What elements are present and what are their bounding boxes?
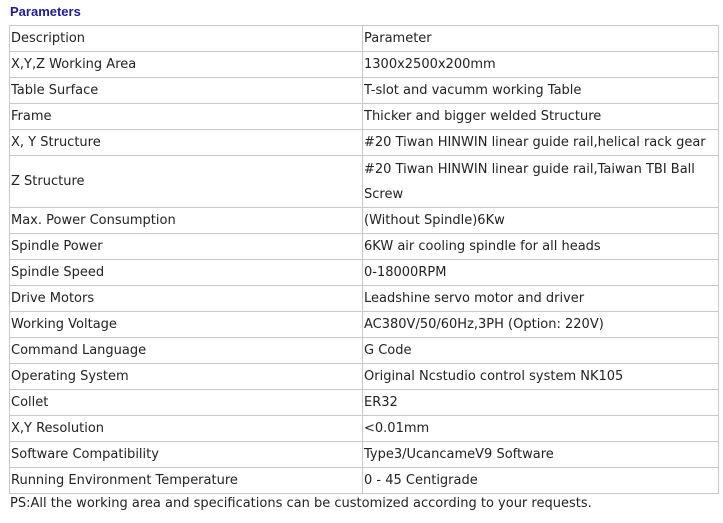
row-parameter-cell: 6KW air cooling spindle for all heads: [363, 234, 719, 260]
row-parameter-cell: Thicker and bigger welded Structure: [363, 104, 719, 130]
row-parameter-cell: AC380V/50/60Hz,3PH (Option: 220V): [363, 312, 719, 338]
row-description-cell: Table Surface: [10, 78, 363, 104]
row-description-cell: X,Y,Z Working Area: [10, 52, 363, 78]
table-row: [10, 234, 719, 260]
row-parameter-cell: T-slot and vacumm working Table: [363, 78, 719, 104]
table-row: [10, 364, 719, 390]
row-parameter-cell: 0 - 45 Centigrade: [363, 468, 719, 494]
row-parameter-cell: 0-18000RPM: [363, 260, 719, 286]
table-row: [10, 156, 719, 208]
row-description-cell: Z Structure: [10, 156, 363, 208]
row-parameter-cell: #20 Tiwan HINWIN linear guide rail,helical rack gear: [363, 130, 719, 156]
row-description-cell: Max. Power Consumption: [10, 208, 363, 234]
row-description-cell: Working Voltage: [10, 312, 363, 338]
table-row: [10, 208, 719, 234]
row-parameter-cell: #20 Tiwan HINWIN linear guide rail,Taiwan TBI Ball Screw: [363, 156, 719, 208]
header-description-cell: Description: [10, 26, 363, 52]
table-row: [10, 52, 719, 78]
section-heading: Parameters: [10, 4, 81, 19]
row-parameter-cell: <0.01mm: [363, 416, 719, 442]
row-parameter-cell: Type3/UcancameV9 Software: [363, 442, 719, 468]
row-description-cell: X,Y Resolution: [10, 416, 363, 442]
row-description-cell: Frame: [10, 104, 363, 130]
row-description-cell: Running Environment Temperature: [10, 468, 363, 494]
table-row: [10, 260, 719, 286]
table-row: [10, 390, 719, 416]
table-row: [10, 130, 719, 156]
row-parameter-cell: Leadshine servo motor and driver: [363, 286, 719, 312]
row-parameter-cell: 1300x2500x200mm: [363, 52, 719, 78]
table-row: [10, 338, 719, 364]
table-row: [10, 312, 719, 338]
parameters-table: [9, 25, 719, 494]
table-row: [10, 78, 719, 104]
row-parameter-cell: (Without Spindle)6Kw: [363, 208, 719, 234]
row-description-cell: X, Y Structure: [10, 130, 363, 156]
table-row: [10, 416, 719, 442]
customization-note: PS:All the working area and specifications can be customized according to your requests.: [10, 496, 592, 511]
table-row: [10, 104, 719, 130]
table-row: [10, 286, 719, 312]
row-description-cell: Collet: [10, 390, 363, 416]
row-parameter-cell: Original Ncstudio control system NK105: [363, 364, 719, 390]
table-row: [10, 468, 719, 494]
row-parameter-cell: ER32: [363, 390, 719, 416]
table-header-row: [10, 26, 719, 52]
row-description-cell: Command Language: [10, 338, 363, 364]
row-description-cell: Spindle Power: [10, 234, 363, 260]
row-parameter-cell: G Code: [363, 338, 719, 364]
header-parameter-cell: Parameter: [363, 26, 719, 52]
table-row: [10, 442, 719, 468]
row-description-cell: Operating System: [10, 364, 363, 390]
row-description-cell: Software Compatibility: [10, 442, 363, 468]
row-description-cell: Spindle Speed: [10, 260, 363, 286]
row-description-cell: Drive Motors: [10, 286, 363, 312]
